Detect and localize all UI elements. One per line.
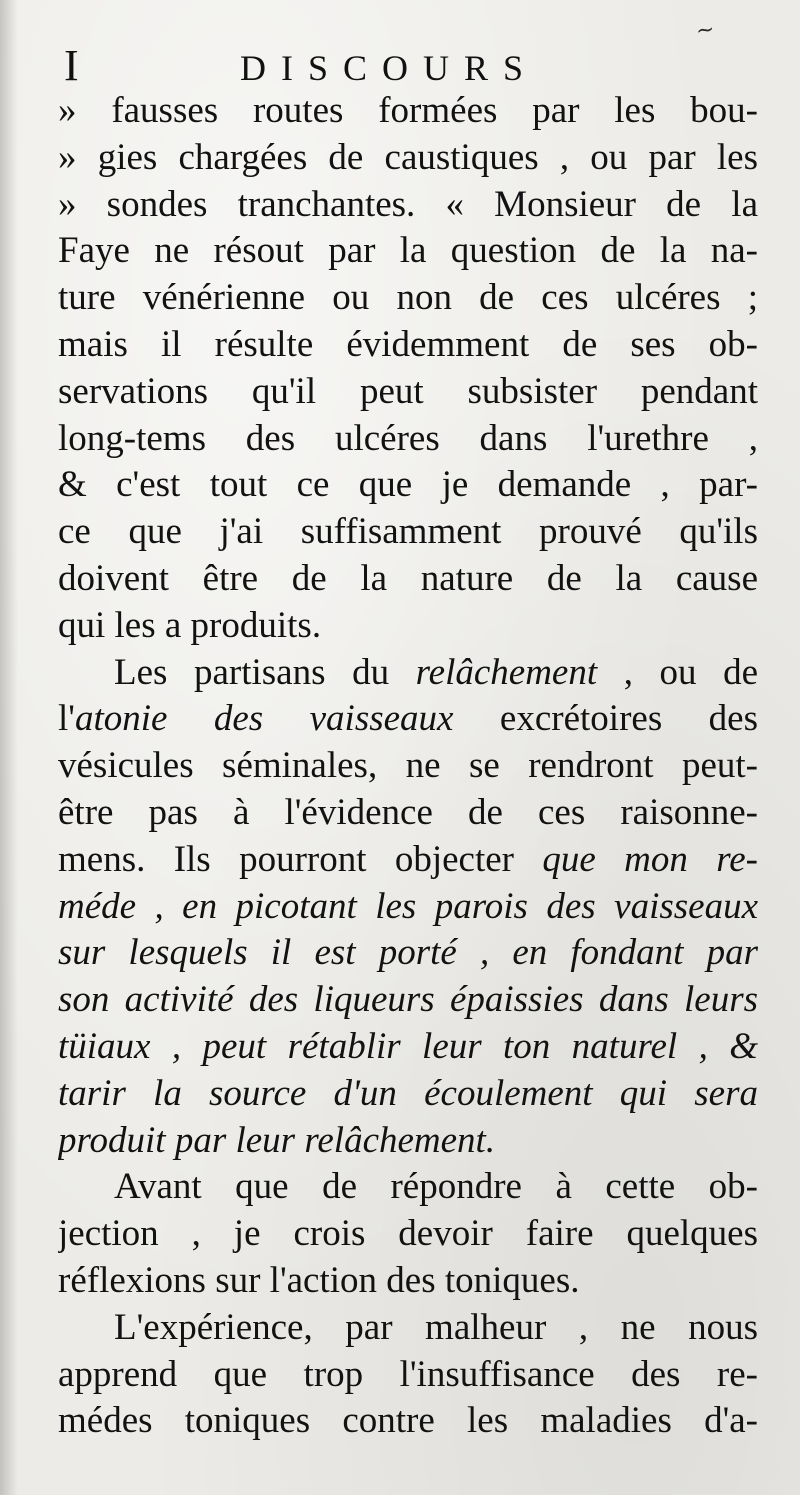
text-line: médes toniques contre les maladies d'a- bbox=[58, 1400, 758, 1442]
text-line: & c'est tout ce que je demande , par- bbox=[58, 464, 758, 506]
italic-line: tarir la source d'un écoulement qui sera bbox=[58, 1072, 758, 1114]
text-line: ce que j'ai suffisamment prouvé qu'ils bbox=[58, 511, 758, 553]
text-line: qui les a produits. bbox=[58, 604, 322, 646]
text-line: Faye ne résout par la question de la na- bbox=[58, 230, 758, 272]
italic-line: son activité des liqueurs épaissies dans leurs bbox=[58, 979, 758, 1021]
paragraph-start-line bbox=[58, 650, 758, 697]
text-run: , ou de bbox=[597, 651, 758, 693]
paragraph-start-line: Avant que de répondre à cette ob- bbox=[114, 1166, 758, 1208]
text-line: être pas à l'évidence de ces raisonne- bbox=[58, 791, 758, 833]
corner-ink-mark: ~ bbox=[693, 16, 716, 45]
text-run: mens. Ils pourront objecter bbox=[58, 838, 543, 880]
text-line: long-tems des ulcéres dans l'urethre , bbox=[58, 417, 758, 459]
text-line: réflexions sur l'action des toniques. bbox=[58, 1259, 580, 1301]
italic-run: relâchement bbox=[415, 651, 598, 693]
italic-line: produit par leur relâchement. bbox=[58, 1119, 496, 1161]
text-line: » gies chargées de caustiques , ou par les bbox=[58, 136, 758, 178]
italic-run: atonie des vaisseaux bbox=[74, 698, 454, 740]
body-text bbox=[58, 88, 758, 1445]
text-line: apprend que trop l'insuffisance des re- bbox=[58, 1353, 758, 1395]
text-line bbox=[58, 696, 758, 743]
text-line bbox=[58, 837, 758, 884]
italic-line: sur lesquels il est porté , en fondant par bbox=[58, 932, 758, 974]
page-number: I bbox=[64, 41, 79, 90]
text-line: » sondes tranchantes. « Monsieur de la bbox=[58, 183, 758, 225]
text-run: Les partisans du bbox=[114, 651, 416, 693]
italic-line: tüiaux , peut rétablir leur ton naturel , & bbox=[58, 1025, 758, 1067]
running-title: DISCOURS bbox=[240, 48, 539, 88]
text-line: mais il résulte évidemment de ses ob- bbox=[58, 323, 758, 365]
text-run: excrétoires des bbox=[453, 698, 758, 740]
text-line: ture vénérienne ou non de ces ulcéres ; bbox=[58, 277, 758, 319]
text-run: l' bbox=[58, 698, 75, 740]
italic-line: méde , en picotant les parois des vaisseaux bbox=[58, 885, 758, 927]
text-line: servations qu'il peut subsister pendant bbox=[58, 370, 758, 412]
paragraph-start-line: L'expérience, par malheur , ne nous bbox=[114, 1306, 758, 1348]
page-header bbox=[58, 40, 758, 92]
text-line: » fausses routes formées par les bou- bbox=[58, 90, 758, 131]
text-line: jection , je crois devoir faire quelques bbox=[58, 1213, 758, 1255]
text-line: vésicules séminales, ne se rendront peut- bbox=[58, 745, 758, 787]
italic-run: que mon re- bbox=[542, 838, 758, 880]
text-line: doivent être de la nature de la cause bbox=[58, 557, 758, 599]
